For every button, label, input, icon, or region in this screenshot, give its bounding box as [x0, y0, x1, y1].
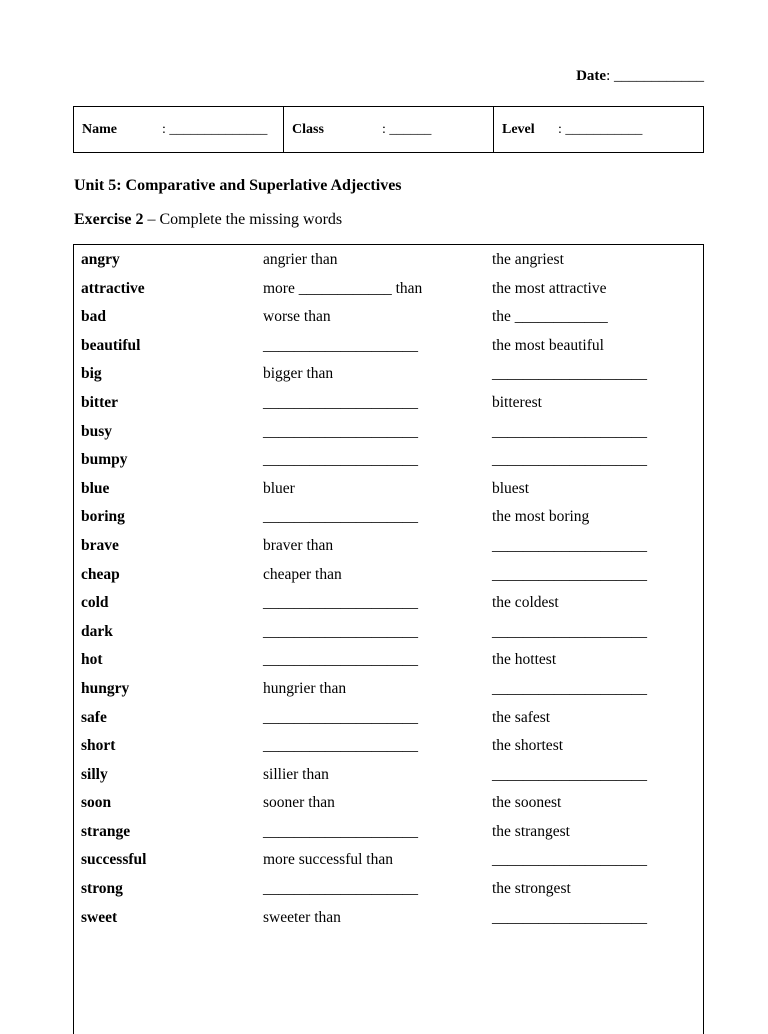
comparative-cell: hungrier than [263, 679, 347, 697]
adjective-cell: busy [81, 422, 113, 440]
adjective-cell: blue [81, 479, 110, 497]
comparative-cell[interactable]: ____________________ [263, 708, 418, 726]
table-row [74, 388, 703, 417]
table-row [74, 874, 703, 903]
superlative-cell[interactable]: the ____________ [492, 308, 608, 326]
table-row [74, 474, 703, 503]
comparative-cell: sillier than [263, 765, 329, 783]
table-row [74, 645, 703, 674]
adjective-cell: strong [81, 880, 123, 898]
superlative-cell[interactable]: ____________________ [492, 765, 647, 783]
adjective-cell: bitter [81, 393, 119, 411]
adjective-cell: cheap [81, 565, 120, 583]
class-cell [284, 107, 494, 152]
date-label: Date [576, 68, 607, 84]
exercise-instruction: – Complete the missing words [147, 211, 343, 228]
superlative-cell: the soonest [492, 794, 562, 812]
adjective-cell: cold [81, 594, 109, 612]
adjective-cell: bumpy [81, 451, 128, 469]
student-info-table [73, 106, 704, 153]
comparative-cell[interactable]: ____________________ [263, 822, 418, 840]
table-row [74, 703, 703, 732]
comparative-cell[interactable]: more ____________ than [263, 279, 423, 297]
table-row [74, 674, 703, 703]
table-row [74, 617, 703, 646]
superlative-cell[interactable]: ____________________ [492, 536, 647, 554]
superlative-cell: the angriest [492, 251, 564, 268]
name-label: Name [82, 121, 117, 137]
comparative-cell[interactable]: ____________________ [263, 880, 418, 898]
comparative-cell[interactable]: ____________________ [263, 336, 418, 354]
superlative-cell: bitterest [492, 393, 542, 411]
superlative-cell[interactable]: ____________________ [492, 565, 647, 583]
table-row [74, 274, 703, 303]
adjective-cell: boring [81, 508, 125, 526]
superlative-cell: the most boring [492, 508, 590, 526]
date-field [576, 68, 704, 85]
superlative-cell[interactable]: ____________________ [492, 679, 647, 697]
table-row [74, 903, 703, 932]
superlative-cell[interactable]: ____________________ [492, 365, 647, 383]
comparative-cell: bluer [263, 479, 295, 497]
table-row [74, 245, 703, 274]
superlative-cell: the coldest [492, 594, 559, 612]
adjective-cell: dark [81, 622, 113, 640]
unit-title: Unit 5: Comparative and Superlative Adjectives [74, 177, 402, 194]
comparative-cell[interactable]: ____________________ [263, 594, 418, 612]
comparative-cell: sooner than [263, 794, 335, 812]
table-row [74, 760, 703, 789]
exercise-heading [74, 211, 342, 229]
table-row [74, 417, 703, 446]
comparative-cell: more successful than [263, 851, 393, 869]
adjective-cell: strange [81, 822, 131, 840]
table-row [74, 531, 703, 560]
comparative-cell: braver than [263, 536, 334, 554]
superlative-cell: the shortest [492, 737, 564, 755]
name-cell [74, 107, 284, 152]
comparative-cell: cheaper than [263, 565, 342, 583]
superlative-cell[interactable]: ____________________ [492, 622, 647, 640]
adjective-cell: hungry [81, 679, 130, 697]
comparative-cell[interactable]: ____________________ [263, 622, 418, 640]
adjective-cell: short [81, 737, 116, 755]
adjective-cell: hot [81, 651, 103, 669]
superlative-cell[interactable]: ____________________ [492, 851, 647, 869]
table-row [74, 788, 703, 817]
class-label: Class [292, 121, 324, 137]
adjective-cell: silly [81, 765, 108, 783]
adjective-cell: sweet [81, 908, 118, 926]
table-row [74, 588, 703, 617]
class-blank[interactable]: : ______ [382, 121, 432, 137]
superlative-cell: the hottest [492, 651, 557, 669]
table-row [74, 331, 703, 360]
superlative-cell: the most attractive [492, 279, 607, 297]
date-blank[interactable]: : ____________ [606, 68, 704, 84]
table-row [74, 445, 703, 474]
superlative-cell: the strangest [492, 822, 570, 840]
level-cell [494, 107, 703, 152]
comparative-cell[interactable]: ____________________ [263, 737, 418, 755]
adjectives-table [73, 244, 704, 1034]
adjective-cell: bad [81, 308, 106, 326]
table-row [74, 560, 703, 589]
comparative-cell: angrier than [263, 251, 338, 268]
level-blank[interactable]: : ___________ [558, 121, 643, 137]
adjective-cell: big [81, 365, 102, 383]
table-row [74, 731, 703, 760]
table-row [74, 359, 703, 388]
comparative-cell[interactable]: ____________________ [263, 451, 418, 469]
comparative-cell: bigger than [263, 365, 334, 383]
adjective-cell: angry [81, 251, 120, 268]
table-row [74, 845, 703, 874]
comparative-cell: worse than [263, 308, 331, 326]
name-blank[interactable]: : ______________ [162, 121, 268, 137]
level-label: Level [502, 121, 535, 137]
superlative-cell: bluest [492, 479, 530, 497]
adjective-cell: beautiful [81, 336, 141, 354]
comparative-cell[interactable]: ____________________ [263, 508, 418, 526]
comparative-cell[interactable]: ____________________ [263, 422, 418, 440]
comparative-cell[interactable]: ____________________ [263, 393, 418, 411]
superlative-cell[interactable]: ____________________ [492, 422, 647, 440]
superlative-cell: the safest [492, 708, 551, 726]
adjective-cell: successful [81, 851, 147, 869]
table-row [74, 502, 703, 531]
superlative-cell[interactable]: ____________________ [492, 908, 647, 926]
adjective-cell: safe [81, 708, 107, 726]
comparative-cell[interactable]: ____________________ [263, 651, 418, 669]
adjective-cell: soon [81, 794, 112, 812]
exercise-number: Exercise 2 [74, 211, 144, 228]
superlative-cell[interactable]: ____________________ [492, 451, 647, 469]
table-row [74, 817, 703, 846]
table-row [74, 302, 703, 331]
adjective-cell: brave [81, 536, 119, 554]
superlative-cell: the strongest [492, 880, 571, 898]
superlative-cell: the most beautiful [492, 336, 604, 354]
adjective-cell: attractive [81, 279, 145, 297]
comparative-cell: sweeter than [263, 908, 341, 926]
